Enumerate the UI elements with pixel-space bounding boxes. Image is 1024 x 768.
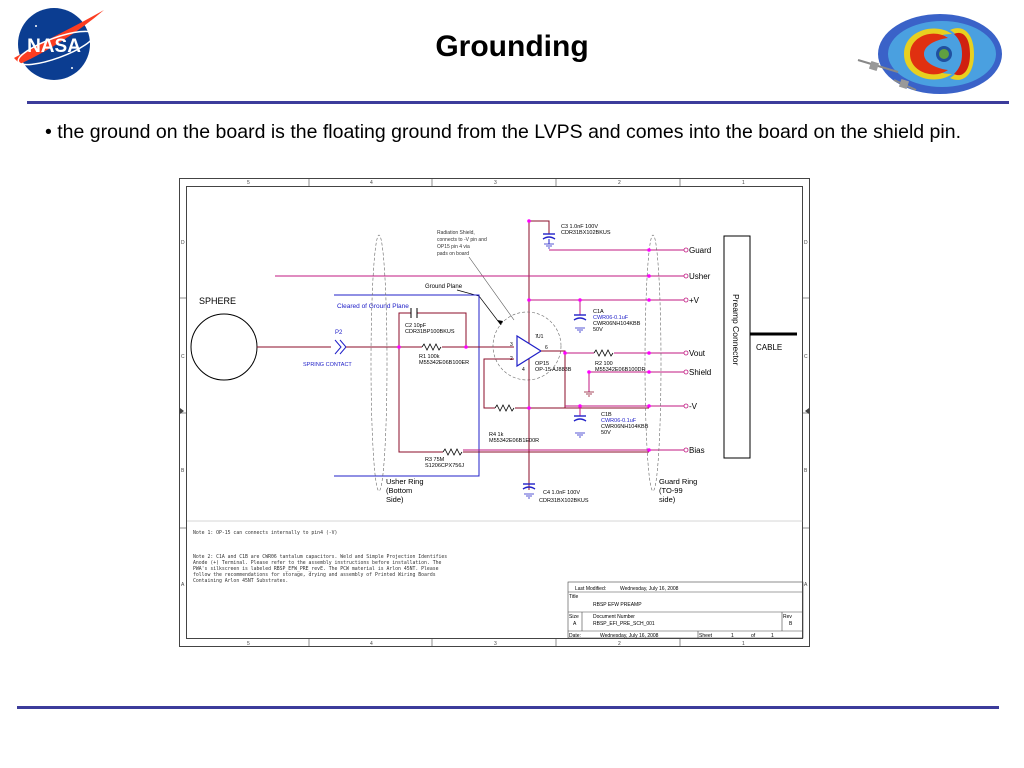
- note-2-line-3: PWA's silkscreen is labeled RBSP_EFW_PRE_revE. The PCW material is Arlon 45NT. Please: [193, 567, 439, 572]
- col-label-4: 4: [370, 180, 373, 186]
- guard-ring-label: Guard Ring: [659, 477, 698, 486]
- c4-label: C4 1.0nF 100V: [543, 490, 580, 496]
- pin-6: 6: [545, 345, 548, 351]
- tb-last-modified: Wednesday, July 16, 2008: [620, 586, 679, 592]
- op15-part: OP-15 AJ883B: [535, 367, 572, 373]
- pin-3: 3: [510, 342, 513, 348]
- svg-text:(Bottom: (Bottom: [386, 486, 413, 495]
- svg-text:NASA: NASA: [27, 36, 81, 57]
- tb-of-label: of: [751, 633, 756, 639]
- note-2-line-1: Note 2: C1A and C1B are CWR06 tantalum capacitors. Weld and Simple Projection Identifies: [193, 555, 448, 560]
- c2-label: C2 10pF: [405, 323, 427, 329]
- c3-part: CDR31BX102BKUS: [561, 230, 611, 236]
- r4-part: M55342E06B1E00R: [489, 438, 540, 444]
- pin-2: 2: [510, 356, 513, 362]
- c1a-label: C1A: [593, 309, 604, 315]
- c1b-value: CWR06-0.1uF: [601, 418, 637, 424]
- r4-label: R4 1k: [489, 432, 504, 438]
- tb-docnum: RBSP_EFI_PRE_SCH_001: [593, 621, 655, 627]
- port-bias: Bias: [689, 446, 705, 455]
- c1a-voltage: 50V: [593, 327, 603, 333]
- tb-of: 1: [771, 633, 774, 639]
- note-2-line-5: Containing Arlon 45NT Substrates.: [193, 579, 289, 584]
- tb-size-label: Size: [569, 614, 579, 620]
- spring-contact-label: SPRING CONTACT: [303, 362, 352, 368]
- note-1: Note 1: OP-15 can connects internally to pin4 (-V): [193, 531, 338, 536]
- tb-sheet: 1: [731, 633, 734, 639]
- tb-last-modified-label: Last Modified:: [575, 586, 607, 592]
- sphere-label: SPHERE: [199, 296, 237, 306]
- port-shield: Shield: [689, 368, 712, 377]
- tb-rev: B: [789, 621, 793, 627]
- svg-text:Radiation Shield,: Radiation Shield,: [437, 230, 475, 236]
- row-label-c: C: [181, 354, 185, 360]
- row-label-a-right: A: [804, 582, 808, 588]
- col-label-5-bottom: 5: [247, 641, 250, 647]
- top-divider: [27, 101, 1009, 104]
- r3-label: R3 75M: [425, 457, 445, 463]
- col-label-1-bottom: 1: [742, 641, 745, 647]
- r1-part: M55342E06B100ER: [419, 360, 470, 366]
- c2-part: CDR31BP100BKUS: [405, 329, 455, 335]
- col-label-1: 1: [742, 180, 745, 186]
- ground-plane-label: Ground Plane: [425, 284, 463, 290]
- tb-date-label: Date:: [569, 633, 581, 639]
- r2-label: R2 100: [595, 361, 613, 367]
- tb-date: Wednesday, July 16, 2008: [600, 633, 659, 639]
- svg-text:Side): Side): [386, 495, 404, 504]
- bottom-divider: [17, 706, 999, 709]
- r2-part: M55342E06B100DR: [595, 367, 646, 373]
- bullet-text: • the ground on the board is the floating ground from the LVPS and comes into the board on the shield pin.: [45, 121, 961, 143]
- cable-label: CABLE: [756, 343, 783, 352]
- c3-label: C3 1.0nF 100V: [561, 224, 598, 230]
- c4-part: CDR31BX102BKUS: [539, 498, 589, 504]
- row-label-a: A: [181, 582, 185, 588]
- row-label-c-right: C: [804, 354, 808, 360]
- note-2-line-4: follow the recommendations for storage, drying and assembly of Printed Wiring Boards: [193, 573, 436, 578]
- port-usher: Usher: [689, 272, 711, 281]
- col-label-2-bottom: 2: [618, 641, 621, 647]
- col-label-5: 5: [247, 180, 250, 186]
- tb-sheet-label: Sheet: [699, 633, 713, 639]
- c1b-voltage: 50V: [601, 430, 611, 436]
- svg-text:pads on board: pads on board: [437, 251, 469, 257]
- c1b-part: CWR06NH104KBB: [601, 424, 649, 430]
- p2-label: P2: [335, 330, 343, 336]
- c1a-part: CWR06NH104KBB: [593, 321, 641, 327]
- pin-4: 4: [522, 367, 525, 373]
- usher-ring-label: Usher Ring: [386, 477, 424, 486]
- svg-text:side): side): [659, 495, 676, 504]
- row-label-d-right: D: [804, 240, 808, 246]
- r1-label: R1 100k: [419, 354, 440, 360]
- svg-text:connects to -V pin and: connects to -V pin and: [437, 237, 487, 243]
- slide-title: Grounding: [435, 30, 589, 63]
- r3-part: S1206CPX756J: [425, 463, 465, 469]
- tb-size: A: [573, 621, 577, 627]
- row-label-d: D: [181, 240, 185, 246]
- col-label-2: 2: [618, 180, 621, 186]
- c1b-label: C1B: [601, 412, 612, 418]
- cleared-label: Cleared of Ground Plane: [337, 303, 409, 310]
- pin-7: 7: [535, 334, 538, 340]
- svg-text:OP15 pin 4 via: OP15 pin 4 via: [437, 244, 470, 250]
- note-2-line-2: Anode (+) Terminal. Please refer to the assembly instructions before installation. The: [193, 561, 442, 566]
- c1a-value: CWR06-0.1uF: [593, 315, 629, 321]
- tb-title: RBSP EFW PREAMP: [593, 602, 642, 608]
- tb-docnum-label: Document Number: [593, 614, 635, 620]
- svg-text:(TO-99: (TO-99: [659, 486, 683, 495]
- port-plus-v: +V: [689, 296, 700, 305]
- col-label-3: 3: [494, 180, 497, 186]
- op15-label: OP15: [535, 361, 550, 367]
- port-minus-v: -V: [689, 402, 697, 411]
- port-guard: Guard: [689, 246, 712, 255]
- port-vout: Vout: [689, 349, 706, 358]
- preamp-schematic: [179, 178, 811, 648]
- col-label-4-bottom: 4: [370, 641, 373, 647]
- sphere-symbol: [191, 314, 257, 380]
- tb-title-label: Title: [569, 594, 579, 600]
- col-label-3-bottom: 3: [494, 641, 497, 647]
- u1-label: U1: [537, 334, 544, 340]
- row-label-b: B: [181, 468, 185, 474]
- row-label-b-right: B: [804, 468, 808, 474]
- preamp-connector-label: Preamp Connector: [731, 294, 741, 366]
- tb-rev-label: Rev: [783, 614, 792, 620]
